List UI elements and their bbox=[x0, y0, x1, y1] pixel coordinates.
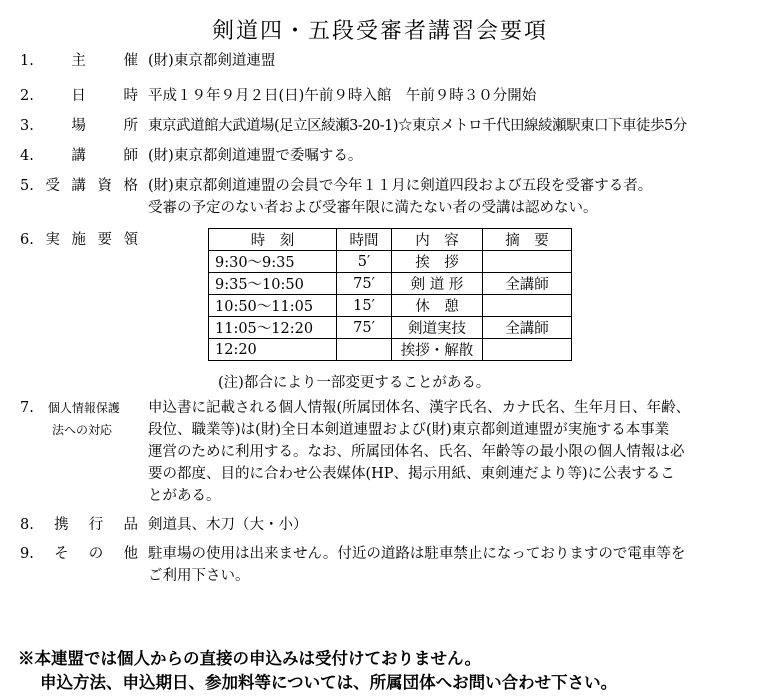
schedule-table bbox=[208, 228, 572, 361]
table-row: 12:20 挨拶・解散 bbox=[209, 339, 572, 361]
item-label: 2. 日 時 bbox=[20, 88, 138, 104]
item-label: 6. 実 施 要 領 bbox=[20, 232, 138, 248]
column-header: 時間 bbox=[337, 229, 392, 251]
item-label: 7. 個人情報保護 法への対応 bbox=[20, 400, 120, 437]
item-content: 申込書に記載される個人情報(所属団体名、漢字氏名、カナ氏名、生年月日、年齢、 段位、職業等)は(財)全日本剣道連盟および(財)東京都剣道連盟が実施する本事業 運営のために利用する。なお、所属団体名、氏名、年齢等の最小限の個人情報は必 要の都度、目的に合わせ公表媒体(HP、掲示用紙、東剣連だより等)に公表するこ とがある。 bbox=[148, 400, 691, 504]
item-content: (財)東京都剣道連盟で委嘱する。 bbox=[148, 148, 363, 164]
table-row: 10:50～11:05 15′ 休 憩 bbox=[209, 295, 572, 317]
item-label: 3. 場 所 bbox=[20, 118, 138, 134]
item-label: 1. 主 催 bbox=[20, 53, 138, 69]
item-content: 平成１９年９月２日(日)午前９時入館 午前９時３０分開始 bbox=[148, 88, 537, 104]
column-header: 時 刻 bbox=[209, 229, 337, 251]
table-header-row bbox=[209, 229, 572, 251]
item-content: 駐車場の使用は出来ません。付近の道路は駐車禁止になっておりますので電車等を ご利用下さい。 bbox=[148, 546, 686, 584]
item-label: 8. 携 行 品 bbox=[20, 517, 138, 533]
item-label: 5. 受 講 資 格 bbox=[20, 178, 138, 194]
schedule-note: (注)都合により一部変更することがある。 bbox=[218, 375, 491, 391]
column-header: 摘 要 bbox=[483, 229, 572, 251]
item-content: (財)東京都剣道連盟の会員で今年１１月に剣道四段および五段を受審する者。 受審の予定のない者および受審年限に満たない者の受講は認めない。 bbox=[148, 178, 653, 216]
table-row: 9:35～10:50 75′ 剣 道 形 全講師 bbox=[209, 273, 572, 295]
item-label: 4. 講 師 bbox=[20, 148, 138, 164]
item-content: 剣道具、木刀（大・小） bbox=[148, 517, 308, 533]
column-header: 内 容 bbox=[392, 229, 483, 251]
table-row: 11:05～12:20 75′ 剣道実技 全講師 bbox=[209, 317, 572, 339]
footer-notice: ※本連盟では個人からの直接の申込みは受付けておりません。 bbox=[18, 649, 481, 668]
item-content: (財)東京都剣道連盟 bbox=[148, 53, 276, 69]
item-label: 9. そ の 他 bbox=[20, 546, 138, 562]
table-row: 9:30～9:35 5′ 挨 拶 bbox=[209, 251, 572, 273]
item-content: 東京武道館大武道場(足立区綾瀬3-20-1)☆東京メトロ千代田線綾瀬駅東口下車徒歩5分 bbox=[148, 118, 687, 134]
footer-instructions: 申込方法、申込期日、参加料等については、所属団体へお問い合わせ下さい。 bbox=[40, 673, 618, 692]
page-title: 剣道四・五段受審者講習会要項 bbox=[211, 19, 548, 44]
